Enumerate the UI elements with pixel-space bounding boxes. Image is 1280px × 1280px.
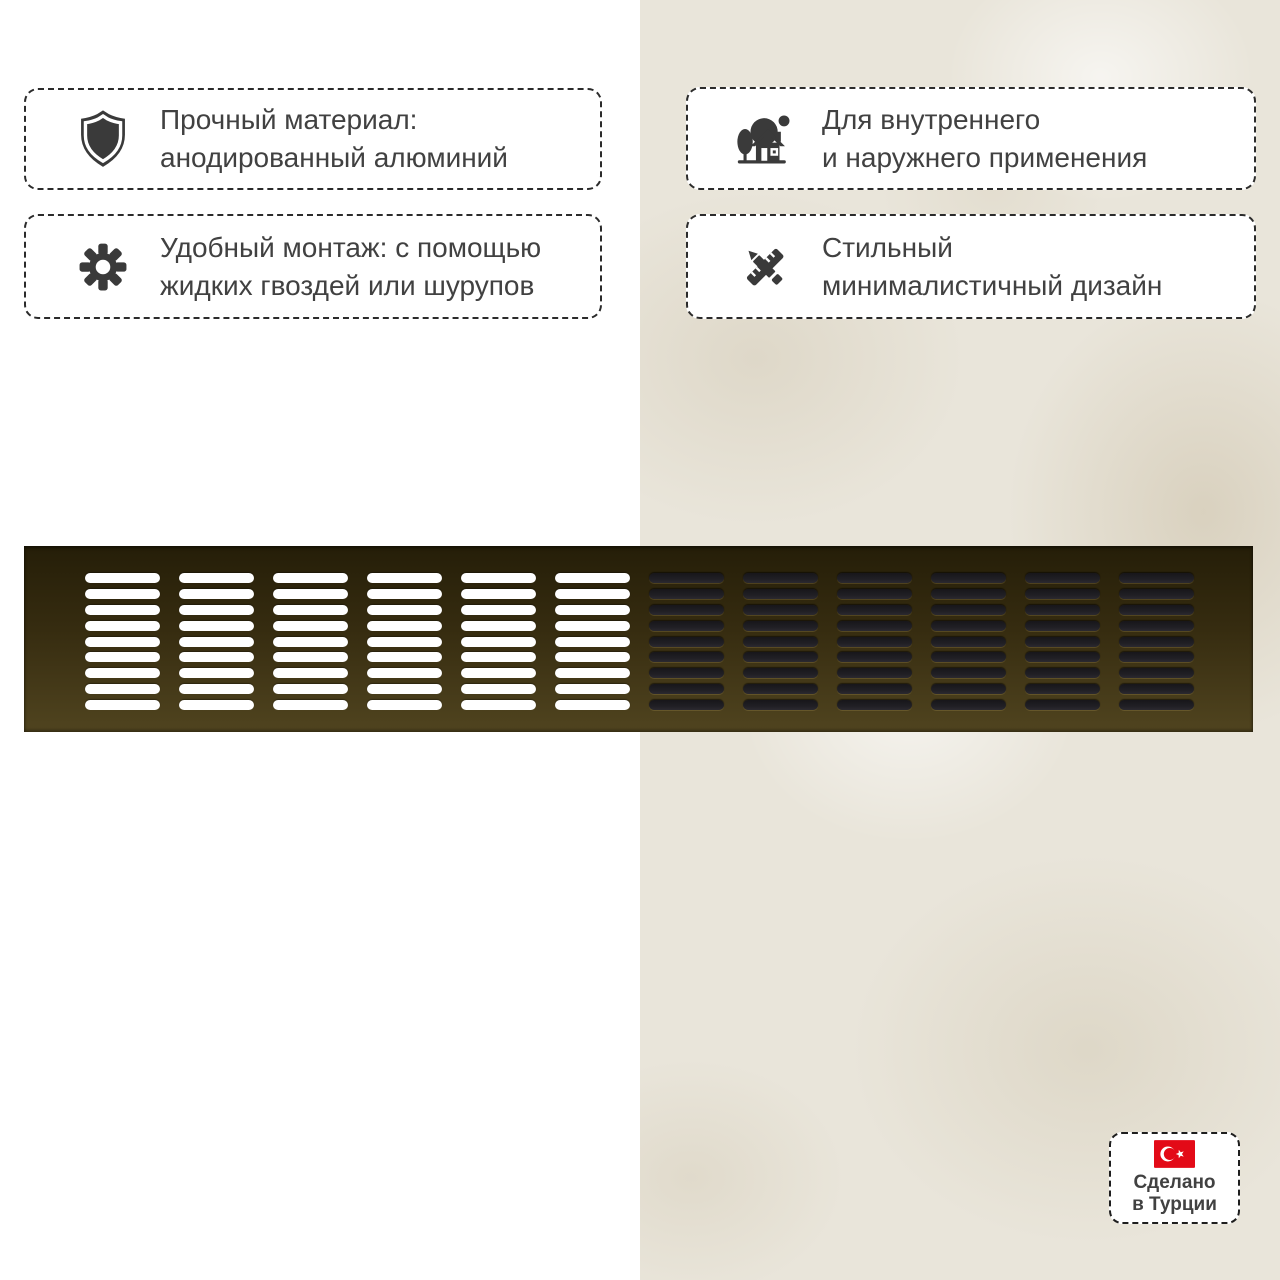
grille-slot-dark xyxy=(743,621,818,631)
grille-slot-light xyxy=(85,668,160,678)
grille-slot-light xyxy=(461,605,536,615)
grille-slot-dark xyxy=(1119,621,1194,631)
grille-slot-dark xyxy=(931,637,1006,647)
grille-slot-dark xyxy=(837,605,912,615)
grille-slot-column xyxy=(743,573,818,732)
grille-slot-light xyxy=(273,589,348,599)
grille-slot-light xyxy=(461,573,536,583)
grille-slot-light xyxy=(555,621,630,631)
grille-slot-light xyxy=(179,668,254,678)
feature-box-material xyxy=(24,88,602,190)
grille-slot-dark xyxy=(743,605,818,615)
badge-line: в Турции xyxy=(1132,1194,1217,1215)
grille-slot-dark xyxy=(1025,605,1100,615)
turkey-flag-icon xyxy=(1154,1140,1195,1168)
grille-slot-dark xyxy=(931,684,1006,694)
grille-slot-dark xyxy=(1119,668,1194,678)
feature-box-indoor-outdoor xyxy=(686,87,1256,190)
grille-slot-column xyxy=(837,573,912,732)
grille-slot-column xyxy=(555,573,630,732)
grille-slot-light xyxy=(273,700,348,710)
grille-slot-dark xyxy=(931,573,1006,583)
grille-slot-dark xyxy=(1119,605,1194,615)
grille-slot-light xyxy=(461,621,536,631)
grille-slot-dark xyxy=(1119,684,1194,694)
grille-slot-light xyxy=(367,668,442,678)
grille-slot-dark xyxy=(837,668,912,678)
feature-text-design xyxy=(822,229,1162,305)
feature-box-design xyxy=(686,214,1256,319)
feature-text-material xyxy=(160,101,508,177)
grille-slot-dark xyxy=(931,605,1006,615)
ventilation-grille xyxy=(24,546,1253,732)
grille-slot-light xyxy=(555,652,630,662)
grille-slot-dark xyxy=(931,668,1006,678)
grille-slot-dark xyxy=(649,621,724,631)
grille-slot-dark xyxy=(743,573,818,583)
grille-slot-light xyxy=(179,684,254,694)
feature-box-mounting xyxy=(24,214,602,319)
grille-slot-dark xyxy=(931,700,1006,710)
grille-slot-light xyxy=(85,684,160,694)
grille-slot-light xyxy=(461,589,536,599)
grille-slot-column xyxy=(1025,573,1100,732)
feature-line: Прочный материал: xyxy=(160,104,418,135)
grille-slot-light xyxy=(85,605,160,615)
grille-slot-dark xyxy=(743,700,818,710)
grille-slot-light xyxy=(85,621,160,631)
grille-slot-dark xyxy=(837,573,912,583)
made-in-turkey-label xyxy=(1132,1172,1217,1216)
grille-slot-dark xyxy=(649,668,724,678)
grille-slot-dark xyxy=(1119,589,1194,599)
grille-slot-dark xyxy=(1025,573,1100,583)
grille-slot-dark xyxy=(931,589,1006,599)
grille-slot-dark xyxy=(743,668,818,678)
grille-slot-light xyxy=(273,668,348,678)
grille-slot-column xyxy=(1119,573,1194,732)
grille-slot-light xyxy=(85,637,160,647)
grille-slot-dark xyxy=(649,605,724,615)
grille-slot-dark xyxy=(1119,573,1194,583)
ruler-pencil-icon xyxy=(734,240,796,294)
grille-slot-light xyxy=(555,589,630,599)
grille-slot-dark xyxy=(743,637,818,647)
grille-slot-dark xyxy=(1025,684,1100,694)
grille-slot-light xyxy=(273,621,348,631)
grille-slot-column xyxy=(367,573,442,732)
grille-slot-light xyxy=(179,573,254,583)
grille-slot-light xyxy=(555,684,630,694)
grille-slot-column xyxy=(85,573,160,732)
grille-slot-dark xyxy=(837,589,912,599)
grille-slot-dark xyxy=(649,637,724,647)
grille-slot-light xyxy=(367,573,442,583)
grille-slot-light xyxy=(179,605,254,615)
grille-slot-dark xyxy=(649,589,724,599)
house-nature-icon xyxy=(734,111,796,167)
grille-slot-light xyxy=(179,700,254,710)
grille-slot-light xyxy=(179,621,254,631)
grille-slot-dark xyxy=(649,684,724,694)
grille-slot-light xyxy=(367,652,442,662)
made-in-turkey-badge xyxy=(1109,1132,1240,1224)
feature-text-indoor-outdoor xyxy=(822,101,1147,177)
feature-line: Удобный монтаж: с помощью xyxy=(160,231,542,263)
feature-line: анодированный алюминий xyxy=(160,142,508,173)
feature-text-mounting xyxy=(160,229,541,305)
grille-slot-dark xyxy=(1119,637,1194,647)
grille-slot-dark xyxy=(1025,652,1100,662)
grille-slot-dark xyxy=(743,589,818,599)
feature-line: минималистичный дизайн xyxy=(822,269,1163,301)
grille-slot-dark xyxy=(1025,621,1100,631)
grille-slot-dark xyxy=(743,684,818,694)
grille-slot-dark xyxy=(837,684,912,694)
grille-slot-dark xyxy=(1025,589,1100,599)
grille-slot-light xyxy=(179,652,254,662)
grille-slot-dark xyxy=(1025,637,1100,647)
grille-slot-dark xyxy=(649,652,724,662)
grille-slot-column xyxy=(179,573,254,732)
grille-slot-light xyxy=(85,652,160,662)
grille-slot-light xyxy=(555,668,630,678)
grille-slot-light xyxy=(461,700,536,710)
grille-slot-light xyxy=(273,605,348,615)
grille-slot-dark xyxy=(837,652,912,662)
grille-slot-dark xyxy=(1119,652,1194,662)
grille-slot-column xyxy=(461,573,536,732)
grille-slot-light xyxy=(555,573,630,583)
feature-line: и наружнего применения xyxy=(822,141,1148,173)
grille-slot-light xyxy=(461,652,536,662)
grille-slot-dark xyxy=(837,700,912,710)
grille-slot-light xyxy=(367,605,442,615)
grille-slot-dark xyxy=(837,621,912,631)
grille-slot-dark xyxy=(837,637,912,647)
grille-slot-dark xyxy=(649,573,724,583)
grille-slot-dark xyxy=(931,652,1006,662)
grille-slot-light xyxy=(85,589,160,599)
grille-slot-light xyxy=(273,573,348,583)
grille-slot-dark xyxy=(931,621,1006,631)
grille-slot-light xyxy=(367,621,442,631)
grille-slot-column xyxy=(273,573,348,732)
grille-slot-light xyxy=(555,637,630,647)
grille-slot-light xyxy=(555,605,630,615)
grille-slot-dark xyxy=(649,700,724,710)
feature-line: жидких гвоздей или шурупов xyxy=(160,269,535,301)
grille-slot-column xyxy=(649,573,724,732)
grille-slot-light xyxy=(461,637,536,647)
grille-slot-dark xyxy=(1119,700,1194,710)
grille-slot-light xyxy=(555,700,630,710)
grille-slot-light xyxy=(367,684,442,694)
shield-icon xyxy=(72,108,134,170)
grille-slot-column xyxy=(931,573,1006,732)
grille-slot-light xyxy=(367,637,442,647)
grille-slot-light xyxy=(85,700,160,710)
grille-slot-light xyxy=(179,637,254,647)
grille-slot-dark xyxy=(1025,700,1100,710)
feature-line: Для внутреннего xyxy=(822,103,1041,135)
grille-slot-dark xyxy=(743,652,818,662)
grille-slot-dark xyxy=(1025,668,1100,678)
grille-slot-light xyxy=(273,652,348,662)
grille-slot-light xyxy=(461,684,536,694)
gear-icon xyxy=(72,241,134,293)
grille-slot-light xyxy=(367,589,442,599)
grille-slot-light xyxy=(85,573,160,583)
feature-line: Стильный xyxy=(822,231,953,263)
grille-slot-light xyxy=(461,668,536,678)
grille-slot-light xyxy=(367,700,442,710)
badge-line: Сделано xyxy=(1133,1172,1216,1193)
grille-slot-light xyxy=(273,637,348,647)
grille-slot-light xyxy=(179,589,254,599)
grille-slot-light xyxy=(273,684,348,694)
